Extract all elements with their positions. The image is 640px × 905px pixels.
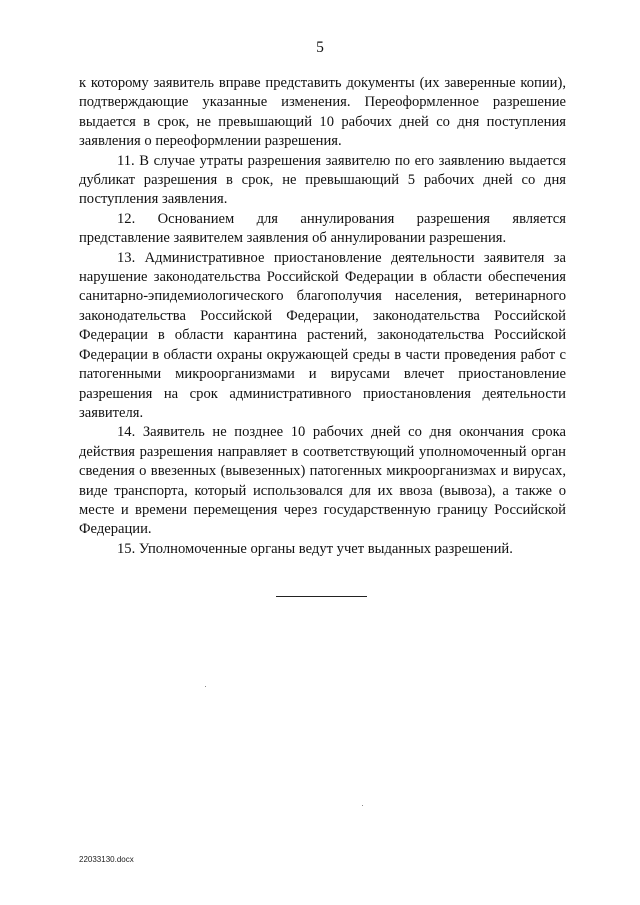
paragraph-15: 15. Уполномоченные органы ведут учет выданных разрешений. [117,540,513,557]
closing-rule [276,596,367,597]
paragraph-continuation: к которому заявитель вправе представить документы (их заверенные копии), подтверждающие указанные изменения. Переоформленное разрешение выдается в срок, не превышающий 10 рабочих дней со дня поступления заявления о переоформлении разрешения. [79,75,566,150]
page-number: 5 [316,39,324,56]
document-body [79,74,566,559]
scan-speck [362,805,363,806]
paragraph-13: 13. Административное приостановление деятельности заявителя за нарушение законодательства Российской Федерации в области обеспечения санитарно-эпидемиологического благополучия населения, ветеринарного законодательства Российской Федерации, законодательства Российской Федерации в области карантина растений, законодательства Российской Федерации в области охраны окружающей среды в части проведения работ с патогенными микроорганизмами и вирусами влечет приостановление разрешения на срок административного приостановления деятельности заявителя. [79,249,566,421]
paragraph-12: 12. Основанием для аннулирования разрешения является представление заявителем заявления об аннулировании разрешения. [79,210,566,247]
paragraph-11: 11. В случае утраты разрешения заявителю по его заявлению выдается дубликат разрешения в срок, не превышающий 5 рабочих дней со дня поступления заявления. [79,152,566,208]
scan-speck [205,686,206,687]
paragraph-14: 14. Заявитель не позднее 10 рабочих дней со дня окончания срока действия разрешения направляет в соответствующий уполномоченный орган сведения о ввезенных (вывезенных) патогенных микроорганизмах и вирусах, виде транспорта, который использовался для их ввоза (вывоза), а также о месте и времени перемещения через государственную границу Российской Федерации. [79,424,566,538]
footer-file-code: 22033130.docx [79,855,134,864]
